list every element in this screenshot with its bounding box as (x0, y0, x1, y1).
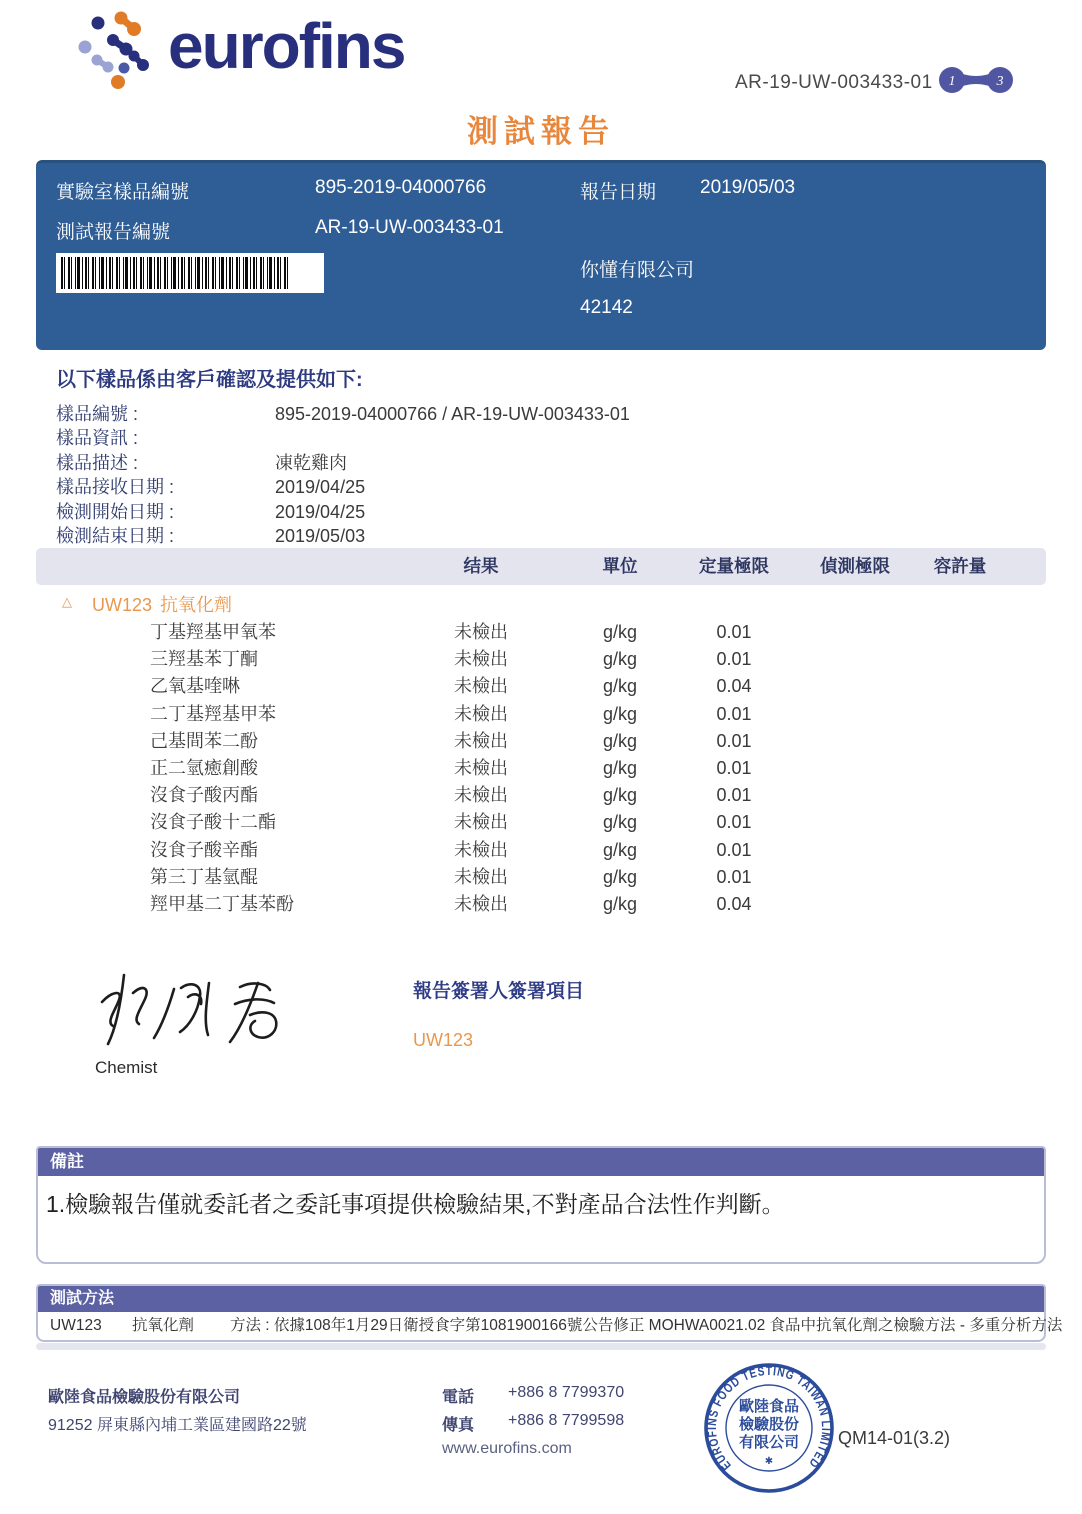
sample-row (56, 426, 1046, 450)
signed-items: UW123 (413, 1030, 474, 1050)
table-row (36, 755, 1046, 782)
lab-sample-label: 實驗室樣品編號 (56, 182, 190, 203)
sample-row (56, 475, 1046, 499)
loq-value: 0.01 (716, 866, 752, 887)
sample-value: 2019/04/25 (275, 501, 366, 522)
barcode (56, 253, 324, 293)
test-group-row (36, 591, 1046, 619)
unit-value: g/kg (602, 893, 638, 914)
stamp-ring-text: EUROFINS FOOD TESTING TAIWAN LIMITED (704, 1363, 834, 1473)
result-value: 未檢出 (454, 730, 508, 751)
table-row (36, 809, 1046, 836)
loq-value: 0.01 (716, 649, 752, 670)
results-header-row (36, 548, 1046, 585)
handwritten-signature (88, 962, 316, 1058)
unit-value: g/kg (602, 757, 638, 778)
sample-label: 樣品接收日期 : (56, 477, 175, 498)
col-tolerance: 容許量 (933, 556, 987, 576)
signer-role: Chemist (95, 1058, 158, 1077)
method-description: 方法 : 依據108年1月29日衛授食字第1081900166號公告修正 MOHWA0021.02 食品中抗氧化劑之檢驗方法 - 多重分析方法 (230, 1317, 1063, 1334)
report-no-label: 測試報告編號 (56, 222, 171, 243)
col-lod: 偵測極限 (820, 556, 890, 576)
analyte-name: 第三丁基氫醌 (150, 866, 258, 887)
analyte-name: 羥甲基二丁基苯酚 (150, 893, 294, 914)
phone-label: 電話 (442, 1389, 475, 1406)
analyte-name: 三羥基苯丁酮 (150, 649, 258, 670)
analyte-name: 乙氧基喹啉 (150, 676, 240, 697)
analyte-name: 沒食子酸辛酯 (150, 839, 258, 860)
unit-value: g/kg (602, 866, 638, 887)
sample-row (56, 402, 1046, 426)
sample-label: 檢測結束日期 : (56, 525, 175, 546)
sample-row (56, 524, 1046, 548)
result-value: 未檢出 (454, 703, 508, 724)
analyte-name: 正二氫癒創酸 (150, 757, 258, 778)
analyte-name: 丁基羥基甲氧苯 (150, 622, 276, 642)
client-code: 42142 (580, 297, 633, 318)
stamp-line-2: 檢驗股份 (738, 1416, 800, 1433)
report-date-value: 2019/05/03 (700, 177, 796, 198)
table-row (36, 782, 1046, 809)
unit-value: g/kg (602, 703, 638, 724)
sample-info-section (56, 363, 1046, 548)
report-date-label: 報告日期 (580, 182, 657, 203)
result-value: 未檢出 (454, 866, 508, 887)
method-header: 測試方法 (38, 1286, 1044, 1312)
footer-company: 歐陸食品檢驗股份有限公司 (48, 1389, 241, 1406)
barcode-bars (61, 257, 289, 289)
group-code: UW123 (92, 595, 153, 615)
col-unit: 單位 (602, 556, 638, 576)
company-stamp-icon (700, 1358, 838, 1500)
footer-address: 91252 屏東縣內埔工業區建國路22號 (48, 1417, 307, 1434)
website-link[interactable]: www.eurofins.com (442, 1440, 572, 1457)
report-info-block (36, 160, 1046, 350)
signature-heading: 報告簽署人簽署項目 (413, 981, 585, 1002)
sample-label: 樣品資訊 : (56, 428, 139, 449)
loq-value: 0.04 (716, 676, 752, 697)
eurofins-logo-icon (76, 8, 158, 94)
sample-label: 樣品編號 : (56, 404, 139, 424)
loq-value: 0.04 (716, 893, 752, 914)
page-title: 測試報告 (467, 114, 615, 149)
analyte-name: 二丁基羥基甲苯 (150, 703, 276, 724)
result-value: 未檢出 (454, 893, 508, 914)
col-loq: 定量極限 (699, 556, 769, 576)
loq-value: 0.01 (716, 757, 752, 778)
note-line: 1.檢驗報告僅就委託者之委託事項提供檢驗結果,不對產品合法性作判斷。 (46, 1191, 785, 1217)
notes-box (36, 1146, 1046, 1264)
sample-row (56, 500, 1046, 524)
loq-value: 0.01 (716, 839, 752, 860)
result-value: 未檢出 (454, 622, 508, 642)
result-value: 未檢出 (454, 676, 508, 697)
phone-value: +886 8 7799370 (508, 1384, 625, 1401)
lab-sample-value: 895-2019-04000766 (315, 177, 487, 198)
report-no-value: AR-19-UW-003433-01 (315, 217, 504, 238)
sample-value: 895-2019-04000766 / AR-19-UW-003433-01 (275, 404, 630, 424)
unit-value: g/kg (602, 676, 638, 697)
fax-value: +886 8 7799598 (508, 1412, 625, 1429)
unit-value: g/kg (602, 730, 638, 751)
loq-value: 0.01 (716, 703, 752, 724)
stamp-star-icon: ✱ (764, 1456, 774, 1467)
col-result: 结果 (463, 556, 499, 576)
result-value: 未檢出 (454, 812, 508, 833)
method-row (38, 1312, 1063, 1340)
table-row (36, 837, 1046, 864)
sample-row (56, 451, 1046, 475)
loq-value: 0.01 (716, 785, 752, 806)
result-value: 未檢出 (454, 785, 508, 806)
unit-value: g/kg (602, 622, 638, 642)
loq-value: 0.01 (716, 812, 752, 833)
unit-value: g/kg (602, 785, 638, 806)
sample-value: 2019/04/25 (275, 477, 366, 498)
unit-value: g/kg (602, 812, 638, 833)
page-indicator (936, 64, 1016, 96)
method-code: UW123 (50, 1317, 102, 1334)
table-row (36, 864, 1046, 891)
table-row (36, 891, 1046, 918)
analyte-name: 己基間苯二酚 (150, 730, 258, 751)
sample-label: 樣品描述 : (56, 452, 139, 473)
sample-label: 檢測開始日期 : (56, 501, 175, 522)
footer-divider (36, 1343, 1046, 1350)
table-row (36, 646, 1046, 673)
unit-value: g/kg (602, 839, 638, 860)
loq-value: 0.01 (716, 730, 752, 751)
sample-value: 2019/05/03 (275, 525, 366, 546)
analyte-name: 沒食子酸十二酯 (150, 812, 276, 833)
result-value: 未檢出 (454, 839, 508, 860)
qm-document-code: QM14-01(3.2) (838, 1428, 951, 1448)
page-total: 3 (996, 74, 1004, 89)
triangle-icon: △ (62, 594, 72, 609)
method-box (36, 1284, 1063, 1342)
unit-value: g/kg (602, 649, 638, 670)
loq-value: 0.01 (716, 622, 752, 642)
method-name: 抗氧化劑 (132, 1317, 195, 1334)
client-name: 你懂有限公司 (580, 260, 695, 281)
sample-value: 凍乾雞肉 (275, 452, 347, 473)
report-reference: AR-19-UW-003433-01 (735, 72, 933, 93)
table-row (36, 619, 1046, 646)
result-value: 未檢出 (454, 757, 508, 778)
sample-section-heading: 以下樣品係由客戶確認及提供如下: (56, 369, 363, 391)
group-name: 抗氧化劑 (160, 595, 232, 615)
stamp-line-1: 歐陸食品 (738, 1398, 800, 1415)
page-current: 1 (948, 74, 956, 89)
brand-header (76, 8, 404, 94)
results-table (36, 548, 1046, 918)
logo-text: eurofins (168, 10, 405, 82)
result-value: 未檢出 (454, 649, 508, 670)
table-row (36, 701, 1046, 728)
table-row (36, 728, 1046, 755)
fax-label: 傳真 (442, 1417, 475, 1434)
notes-header: 備註 (38, 1148, 1044, 1176)
analyte-name: 沒食子酸丙酯 (150, 785, 258, 806)
stamp-line-3: 有限公司 (738, 1434, 800, 1451)
table-row (36, 673, 1046, 700)
